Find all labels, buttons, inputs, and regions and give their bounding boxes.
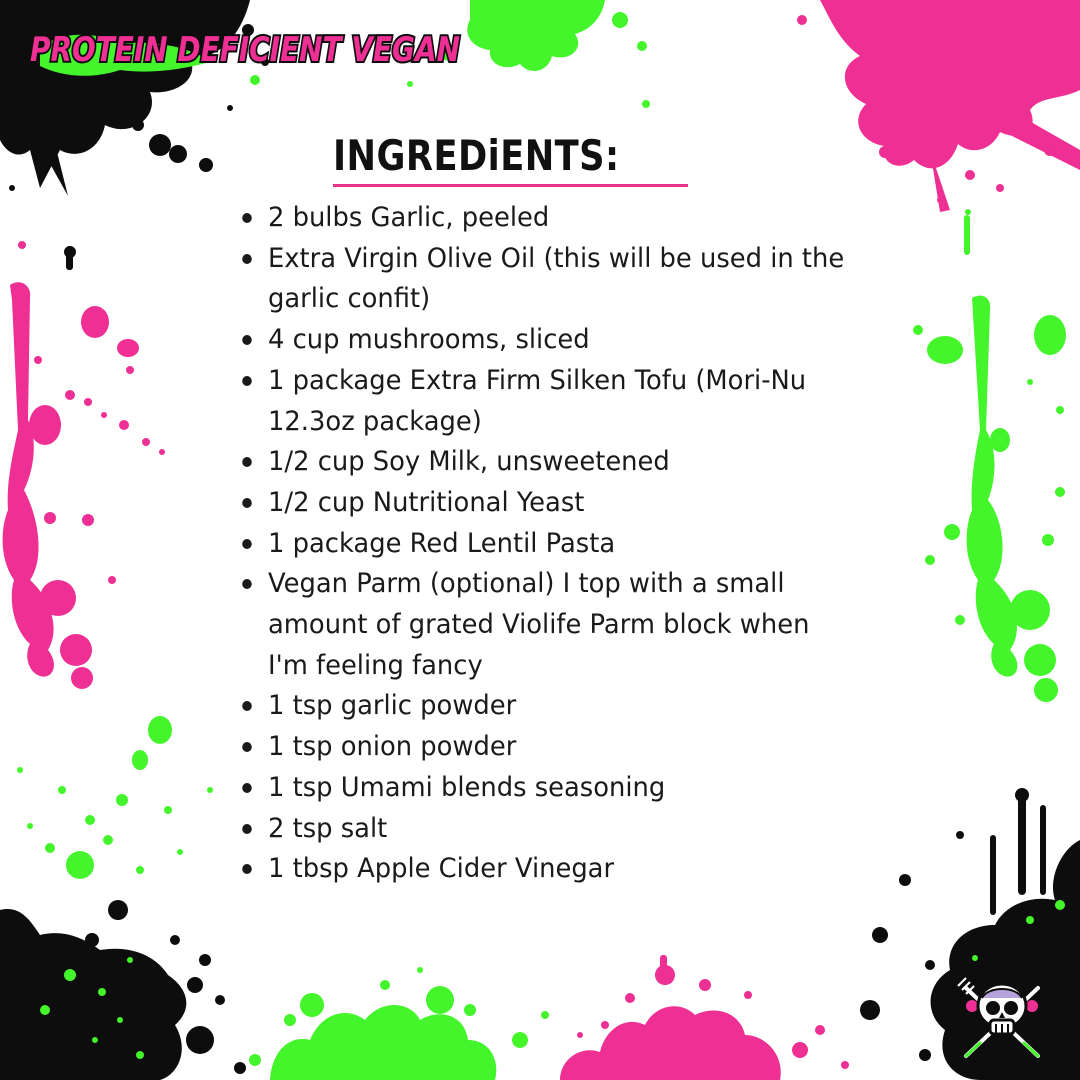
ingredient-item: 1 tsp garlic powder bbox=[268, 686, 851, 727]
brand-logo-text: PROTEIN DEFICIENT VEGAN bbox=[30, 30, 460, 70]
brand-logo bbox=[10, 14, 480, 80]
ingredient-item: 1/2 cup Soy Milk, unsweetened bbox=[268, 442, 851, 483]
heading-underline bbox=[333, 184, 688, 187]
ingredient-item: 1 tbsp Apple Cider Vinegar bbox=[268, 849, 851, 890]
ingredient-item: 2 bulbs Garlic, peeled bbox=[268, 198, 851, 239]
ingredient-list bbox=[268, 198, 851, 890]
ingredient-item: 1 package Red Lentil Pasta bbox=[268, 524, 851, 565]
ingredients-heading: INGREDiENTS: bbox=[333, 131, 620, 180]
ingredient-item: 1/2 cup Nutritional Yeast bbox=[268, 483, 851, 524]
ingredient-item: Vegan Parm (optional) I top with a small amount of grated Violife Parm block when I'm feeling fancy bbox=[268, 564, 851, 686]
ingredient-item: Extra Virgin Olive Oil (this will be used in the garlic confit) bbox=[268, 239, 851, 320]
skull-crossed-utensils-icon bbox=[952, 966, 1052, 1066]
ingredient-item: 2 tsp salt bbox=[268, 809, 851, 850]
ingredient-item: 4 cup mushrooms, sliced bbox=[268, 320, 851, 361]
ingredient-item: 1 package Extra Firm Silken Tofu (Mori-Nu 12.3oz package) bbox=[268, 361, 851, 442]
ingredient-item: 1 tsp Umami blends seasoning bbox=[268, 768, 851, 809]
ingredient-item: 1 tsp onion powder bbox=[268, 727, 851, 768]
